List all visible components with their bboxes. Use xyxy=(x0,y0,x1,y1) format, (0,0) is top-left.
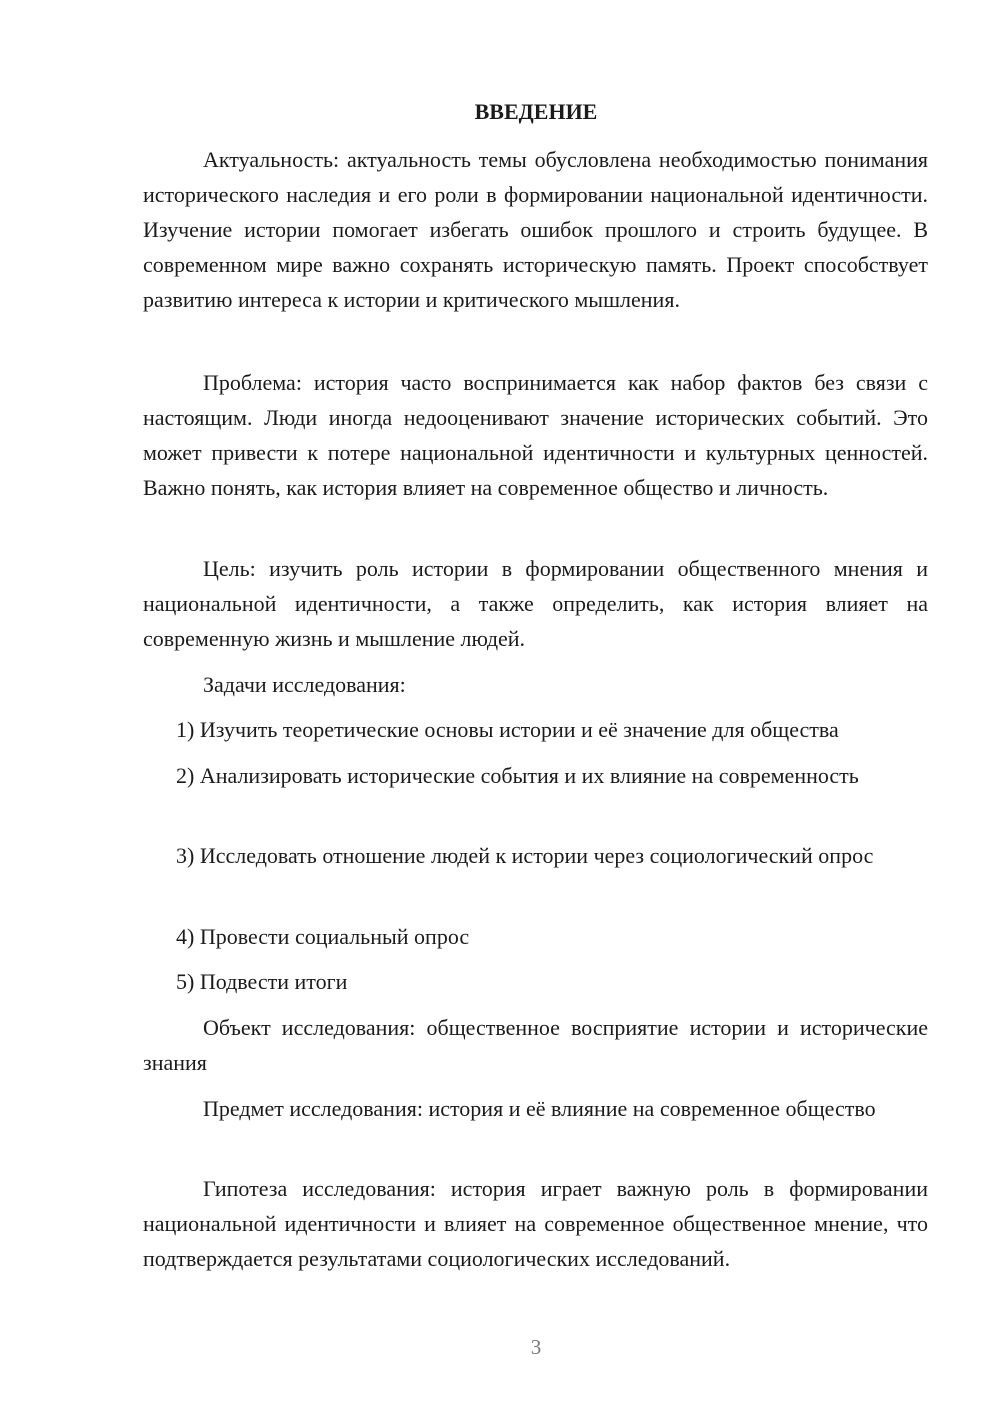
paragraph-hypothesis: Гипотеза исследования: история играет важную роль в формировании национальной идентичности и влияет на современное общественное мнение, что подтверждается результатами социологических исследований. xyxy=(143,1176,928,1271)
task-item-1: 1) Изучить теоретические основы истории и её значение для общества xyxy=(176,717,839,742)
paragraph-goal: Цель: изучить роль истории в формировании общественного мнения и национальной идентичности, а также определить, как история влияет на современную жизнь и мышление людей. xyxy=(143,556,928,651)
paragraph-object: Объект исследования: общественное восприятие истории и исторические знания xyxy=(143,1015,928,1075)
tasks-heading: Задачи исследования: xyxy=(203,672,406,697)
document-title: ВВЕДЕНИЕ xyxy=(474,99,598,124)
task-item-2: 2) Анализировать исторические события и их влияние на современность xyxy=(176,763,859,788)
task-item-3: 3) Исследовать отношение людей к истории через социологический опрос xyxy=(176,843,874,868)
paragraph-subject: Предмет исследования: история и её влияние на современное общество xyxy=(203,1096,876,1121)
paragraph-problem: Проблема: история часто воспринимается как набор фактов без связи с настоящим. Люди иногда недооценивают значение исторических событий. Это может привести к потере национальной идентичности и культурных ценностей. Важно понять, как история влияет на современное общество и личность. xyxy=(143,370,928,500)
page-number: 3 xyxy=(530,1335,542,1359)
task-item-4: 4) Провести социальный опрос xyxy=(176,924,470,949)
task-item-5: 5) Подвести итоги xyxy=(176,969,348,994)
paragraph-relevance: Актуальность: актуальность темы обусловлена необходимостью понимания исторического наследия и его роли в формировании национальной идентичности. Изучение истории помогает избегать ошибок прошлого и строить будущее. В современном мире важно сохранять историческую память. Проект способствует развитию интереса к истории и критического мышления. xyxy=(143,147,928,312)
